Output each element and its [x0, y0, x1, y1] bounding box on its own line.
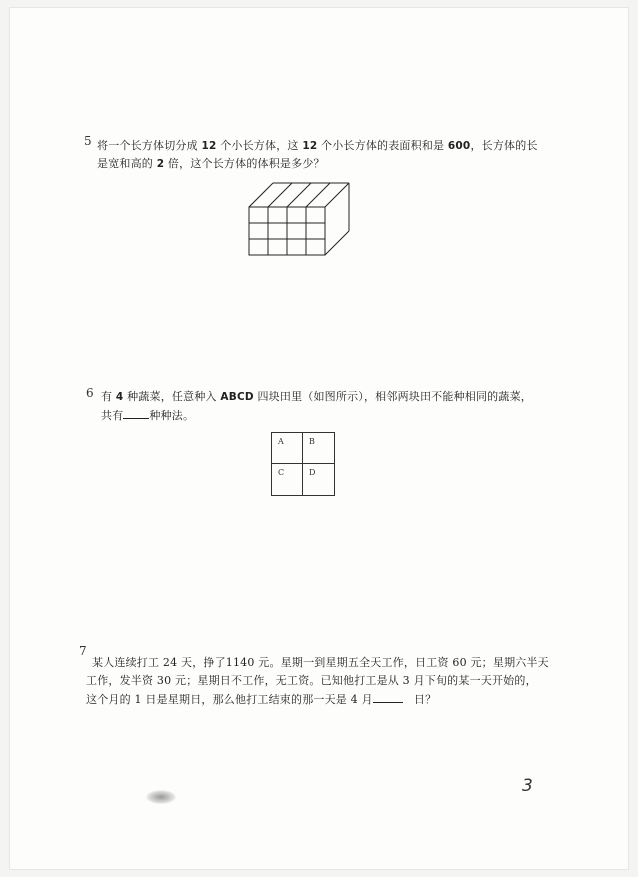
ink-smudge — [146, 790, 176, 804]
question-7-line-3: 这个月的 1 日是星期日，那么他打工结束的那一天是 4 月 日？ — [86, 690, 436, 707]
question-7-line-2: 工作，发半资 30 元；星期日不工作，无工资。已知他打工是从 3 月下旬的某一天开始的， — [86, 674, 537, 687]
field-a: A — [272, 433, 303, 464]
question-6-line-1: 有 4 种蔬菜，任意种入 ABCD 四块田里（如图所示），相邻两块田不能种相同的蔬菜， — [101, 390, 532, 403]
field-d: D — [309, 468, 316, 477]
page-number: 3 — [522, 776, 533, 796]
field-c: C — [272, 464, 303, 495]
answer-blank-day[interactable] — [373, 690, 403, 703]
answer-blank[interactable] — [123, 406, 149, 419]
question-5-number: 5 — [84, 134, 92, 148]
question-5-line-2: 是宽和高的 2 倍，这个长方体的体积是多少？ — [97, 157, 325, 170]
field-grid — [271, 432, 335, 496]
question-6-number: 6 — [86, 386, 94, 400]
question-6-line-2: 共有 种种法。 — [101, 406, 194, 423]
question-5-line-1: 将一个长方体切分成 12 个小长方体，这 12 个小长方体的表面积和是 600，长方体的长 — [97, 139, 538, 152]
cuboid-figure — [246, 181, 350, 257]
question-7-line-1: 某人连续打工 24 天，挣了1140 元。星期一到星期五全天工作，日工资 60 元；星期六半天 — [92, 656, 549, 669]
field-b: B — [303, 433, 334, 464]
question-7-number: 7 — [79, 644, 87, 658]
